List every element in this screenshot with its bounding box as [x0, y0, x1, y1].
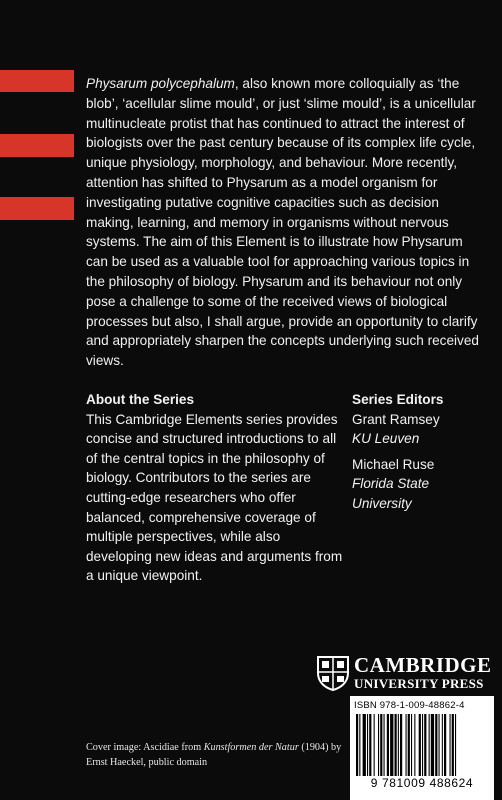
cover-image-credit — [86, 741, 346, 770]
editor-institution: KU Leuven — [352, 431, 420, 447]
isbn-label: ISBN 978-1-009-48862-4 — [354, 700, 465, 711]
red-accent-bar-bottom — [0, 197, 74, 220]
editor-institution: Florida State University — [352, 476, 430, 511]
series-editors — [352, 390, 492, 514]
publisher-press: UNIVERSITY PRESS — [354, 676, 484, 691]
cambridge-university-press-logo — [312, 653, 492, 693]
blurb-species-name: Physarum polycephalum — [86, 76, 235, 91]
credit-prefix: Cover image: Ascidiae from — [86, 742, 204, 753]
shield-crest-icon — [316, 655, 350, 691]
isbn-digits: 9 781009 488624 — [370, 776, 474, 790]
publisher-name: CAMBRIDGE — [354, 653, 492, 677]
barcode-bars — [354, 714, 490, 776]
editor-name: Michael Ruse — [352, 456, 435, 472]
back-cover-blurb — [86, 74, 486, 371]
about-heading: About the Series — [86, 392, 195, 407]
red-accent-bar-top — [0, 70, 74, 92]
blurb-text: , also known more colloquially as ‘the blob’, ‘acellular slime mould’, or just ‘slime mould’, is a unicellular multinucleate protist that has continued to attract the interest of biologists over the past century because of its complex life cycle, unique physiology, morphology, and behaviour. More recently, attention has shifted to Physarum as a model organism for investigating putative cognitive capacities such as decision making, learning, and memory in organisms without nervous systems. The aim of this Element is to illustrate how Physarum can be used as a valuable tool for approaching various topics in the philosophy of biology. Physarum and its behaviour not only pose a challenge to some of the received views of biological processes but also, I shall argue, provide an opportunity to clarify and appropriately sharpen the concepts underlying such received views. — [86, 76, 479, 369]
red-accent-bar-middle — [0, 134, 74, 157]
credit-work-title: Kunstformen der Natur — [203, 742, 299, 753]
editors-heading: Series Editors — [352, 392, 444, 407]
editor-name: Grant Ramsey — [352, 411, 440, 427]
about-the-series — [86, 390, 346, 586]
credit-suffix: (1904) by Ernst Haeckel, public domain — [86, 742, 342, 768]
about-text: This Cambridge Elements series provides concise and structured introductions to all of the central topics in the philosophy of biology. Contributors to the series are cutting-edge researchers who offer balanced, comprehensive coverage of multiple perspectives, while also developing new ideas and arguments from a unique viewpoint. — [86, 411, 343, 584]
isbn-barcode — [350, 696, 494, 800]
